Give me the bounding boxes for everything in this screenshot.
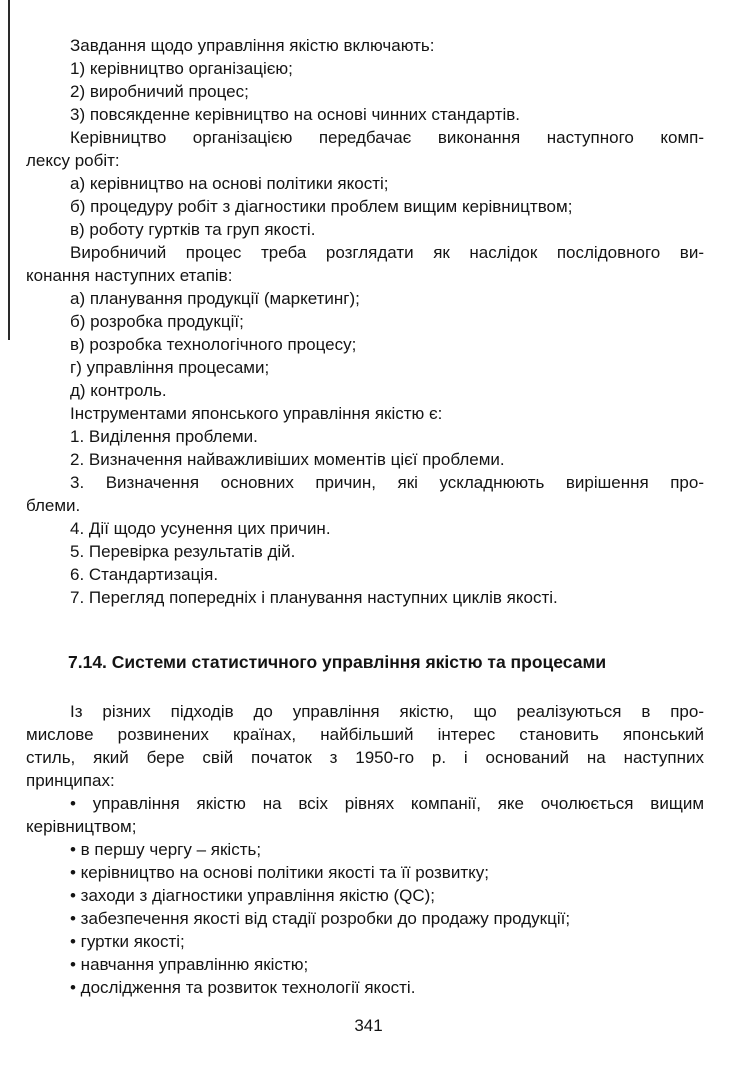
text-line: лексу робіт: <box>26 151 120 170</box>
text-line: Завдання щодо управління якістю включають: <box>70 36 435 55</box>
text-line: Керівництво організацією передбачає виконання наступного комп- <box>70 128 704 147</box>
text-line: конання наступних етапів: <box>26 266 233 285</box>
text-line: 1) керівництво організацією; <box>70 59 293 78</box>
text-line: 7. Перегляд попередніх і планування наступних циклів якості. <box>70 588 558 607</box>
text-line: • управління якістю на всіх рівнях компанії, яке очолюється вищим <box>70 794 704 813</box>
text-line: в) роботу гуртків та груп якості. <box>70 220 316 239</box>
text-line: б) процедуру робіт з діагностики проблем вищим керівництвом; <box>70 197 573 216</box>
text-line: г) управління процесами; <box>70 358 270 377</box>
text-line: стиль, який бере свій початок з 1950-го р. і оснований на наступних <box>26 748 704 767</box>
text-block-tasks <box>26 34 704 609</box>
text-line: Виробничий процес треба розглядати як наслідок послідовного ви- <box>70 243 704 262</box>
text-line: мислове розвинених країнах, найбільший інтерес становить японський <box>26 725 704 744</box>
scan-edge-line <box>8 0 10 340</box>
text-line: 3) повсякденне керівництво на основі чинних стандартів. <box>70 105 521 124</box>
text-line: • заходи з діагностики управління якістю (QC); <box>70 886 435 905</box>
text-line: • забезпечення якості від стадії розробки до продажу продукції; <box>70 909 571 928</box>
text-line: • гуртки якості; <box>70 932 185 951</box>
text-line: б) розробка продукції; <box>70 312 244 331</box>
text-line: д) контроль. <box>70 381 167 400</box>
text-line: • навчання управлінню якістю; <box>70 955 309 974</box>
text-line: принципах: <box>26 771 115 790</box>
text-line: Із різних підходів до управління якістю, що реалізуються в про- <box>70 702 704 721</box>
text-line: 5. Перевірка результатів дій. <box>70 542 296 561</box>
text-block-principles <box>26 700 704 999</box>
text-line: 2. Визначення найважливіших моментів цієї проблеми. <box>70 450 505 469</box>
text-line: • дослідження та розвиток технології якості. <box>70 978 416 997</box>
text-line: в) розробка технологічного процесу; <box>70 335 357 354</box>
text-line: 6. Стандартизація. <box>70 565 219 584</box>
page-number: 341 <box>354 1016 383 1035</box>
section-heading: 7.14. Системи статистичного управління якістю та процесами <box>68 652 607 672</box>
text-line: 2) виробничий процес; <box>70 82 249 101</box>
text-line: а) планування продукції (маркетинг); <box>70 289 360 308</box>
text-line: керівництвом; <box>26 817 137 836</box>
text-line: Інструментами японського управління якістю є: <box>70 404 443 423</box>
text-line: • керівництво на основі політики якості та її розвитку; <box>70 863 489 882</box>
document-page <box>26 34 704 999</box>
text-line: а) керівництво на основі політики якості; <box>70 174 389 193</box>
text-line: • в першу чергу – якість; <box>70 840 262 859</box>
text-line: блеми. <box>26 496 81 515</box>
text-line: 4. Дії щодо усунення цих причин. <box>70 519 331 538</box>
text-line: 1. Виділення проблеми. <box>70 427 258 446</box>
text-line: 3. Визначення основних причин, які ускладнюють вирішення про- <box>70 473 704 492</box>
